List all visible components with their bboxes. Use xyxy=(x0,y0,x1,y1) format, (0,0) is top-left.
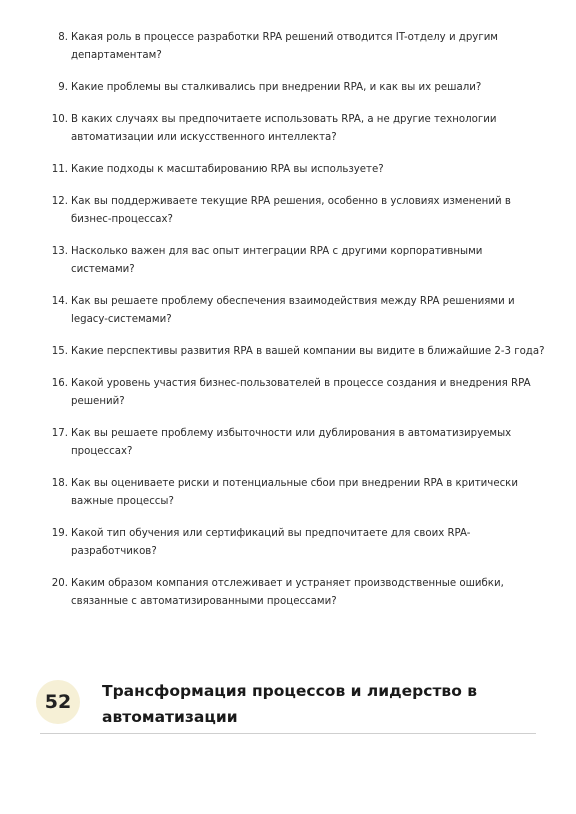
question-item xyxy=(46,79,546,97)
question-text: Насколько важен для вас опыт интеграции RPA с другими корпоративными системами? xyxy=(71,246,483,275)
question-item xyxy=(46,193,546,229)
question-text: Как вы поддерживаете текущие RPA решения, особенно в условиях изменений в бизнес-процессах? xyxy=(71,196,511,225)
question-list xyxy=(46,29,546,625)
question-number: 10. xyxy=(51,114,68,125)
question-text: Какой уровень участия бизнес-пользователей в процессе создания и внедрения RPA решений? xyxy=(71,378,531,407)
question-number: 9. xyxy=(58,82,68,93)
question-number: 17. xyxy=(51,428,68,439)
question-number: 16. xyxy=(51,378,68,389)
question-text: Как вы решаете проблему избыточности или дублирования в автоматизируемых процессах? xyxy=(71,428,512,457)
question-item xyxy=(46,29,546,65)
question-number: 15. xyxy=(51,346,68,357)
question-item xyxy=(46,161,546,179)
question-text: Какая роль в процессе разработки RPA решений отводится IT-отделу и другим департаментам? xyxy=(71,32,498,61)
question-item xyxy=(46,525,546,561)
question-number: 12. xyxy=(51,196,68,207)
question-number: 20. xyxy=(51,578,68,589)
question-item xyxy=(46,343,546,361)
question-number: 11. xyxy=(51,164,68,175)
question-text: Как вы решаете проблему обеспечения взаимодействия между RPA решениями и legacy-системами? xyxy=(71,296,515,325)
question-text: Каким образом компания отслеживает и устраняет производственные ошибки, связанные с автоматизированными процессами? xyxy=(71,578,504,607)
question-item xyxy=(46,293,546,329)
chapter-number-badge: 52 xyxy=(36,680,80,724)
question-text: Какие проблемы вы сталкивались при внедрении RPA, и как вы их решали? xyxy=(71,82,482,93)
divider xyxy=(40,733,536,734)
chapter-title: Трансформация процессов и лидерство в автоматизации xyxy=(102,682,478,726)
question-number: 18. xyxy=(51,478,68,489)
question-number: 14. xyxy=(51,296,68,307)
question-text: Какие подходы к масштабированию RPA вы используете? xyxy=(71,164,384,175)
question-item xyxy=(46,425,546,461)
question-item xyxy=(46,243,546,279)
question-number: 13. xyxy=(51,246,68,257)
question-number: 19. xyxy=(51,528,68,539)
question-item xyxy=(46,111,546,147)
question-item xyxy=(46,375,546,411)
question-item xyxy=(46,475,546,511)
question-text: Какие перспективы развития RPA в вашей компании вы видите в ближайшие 2-3 года? xyxy=(71,346,545,357)
question-number: 8. xyxy=(58,32,68,43)
question-text: В каких случаях вы предпочитаете использовать RPA, а не другие технологии автоматизации или искусственного интеллекта? xyxy=(71,114,497,143)
question-item xyxy=(46,575,546,611)
question-text: Как вы оцениваете риски и потенциальные сбои при внедрении RPA в критически важные процессы? xyxy=(71,478,518,507)
question-text: Какой тип обучения или сертификаций вы предпочитаете для своих RPA-разработчиков? xyxy=(71,528,471,557)
